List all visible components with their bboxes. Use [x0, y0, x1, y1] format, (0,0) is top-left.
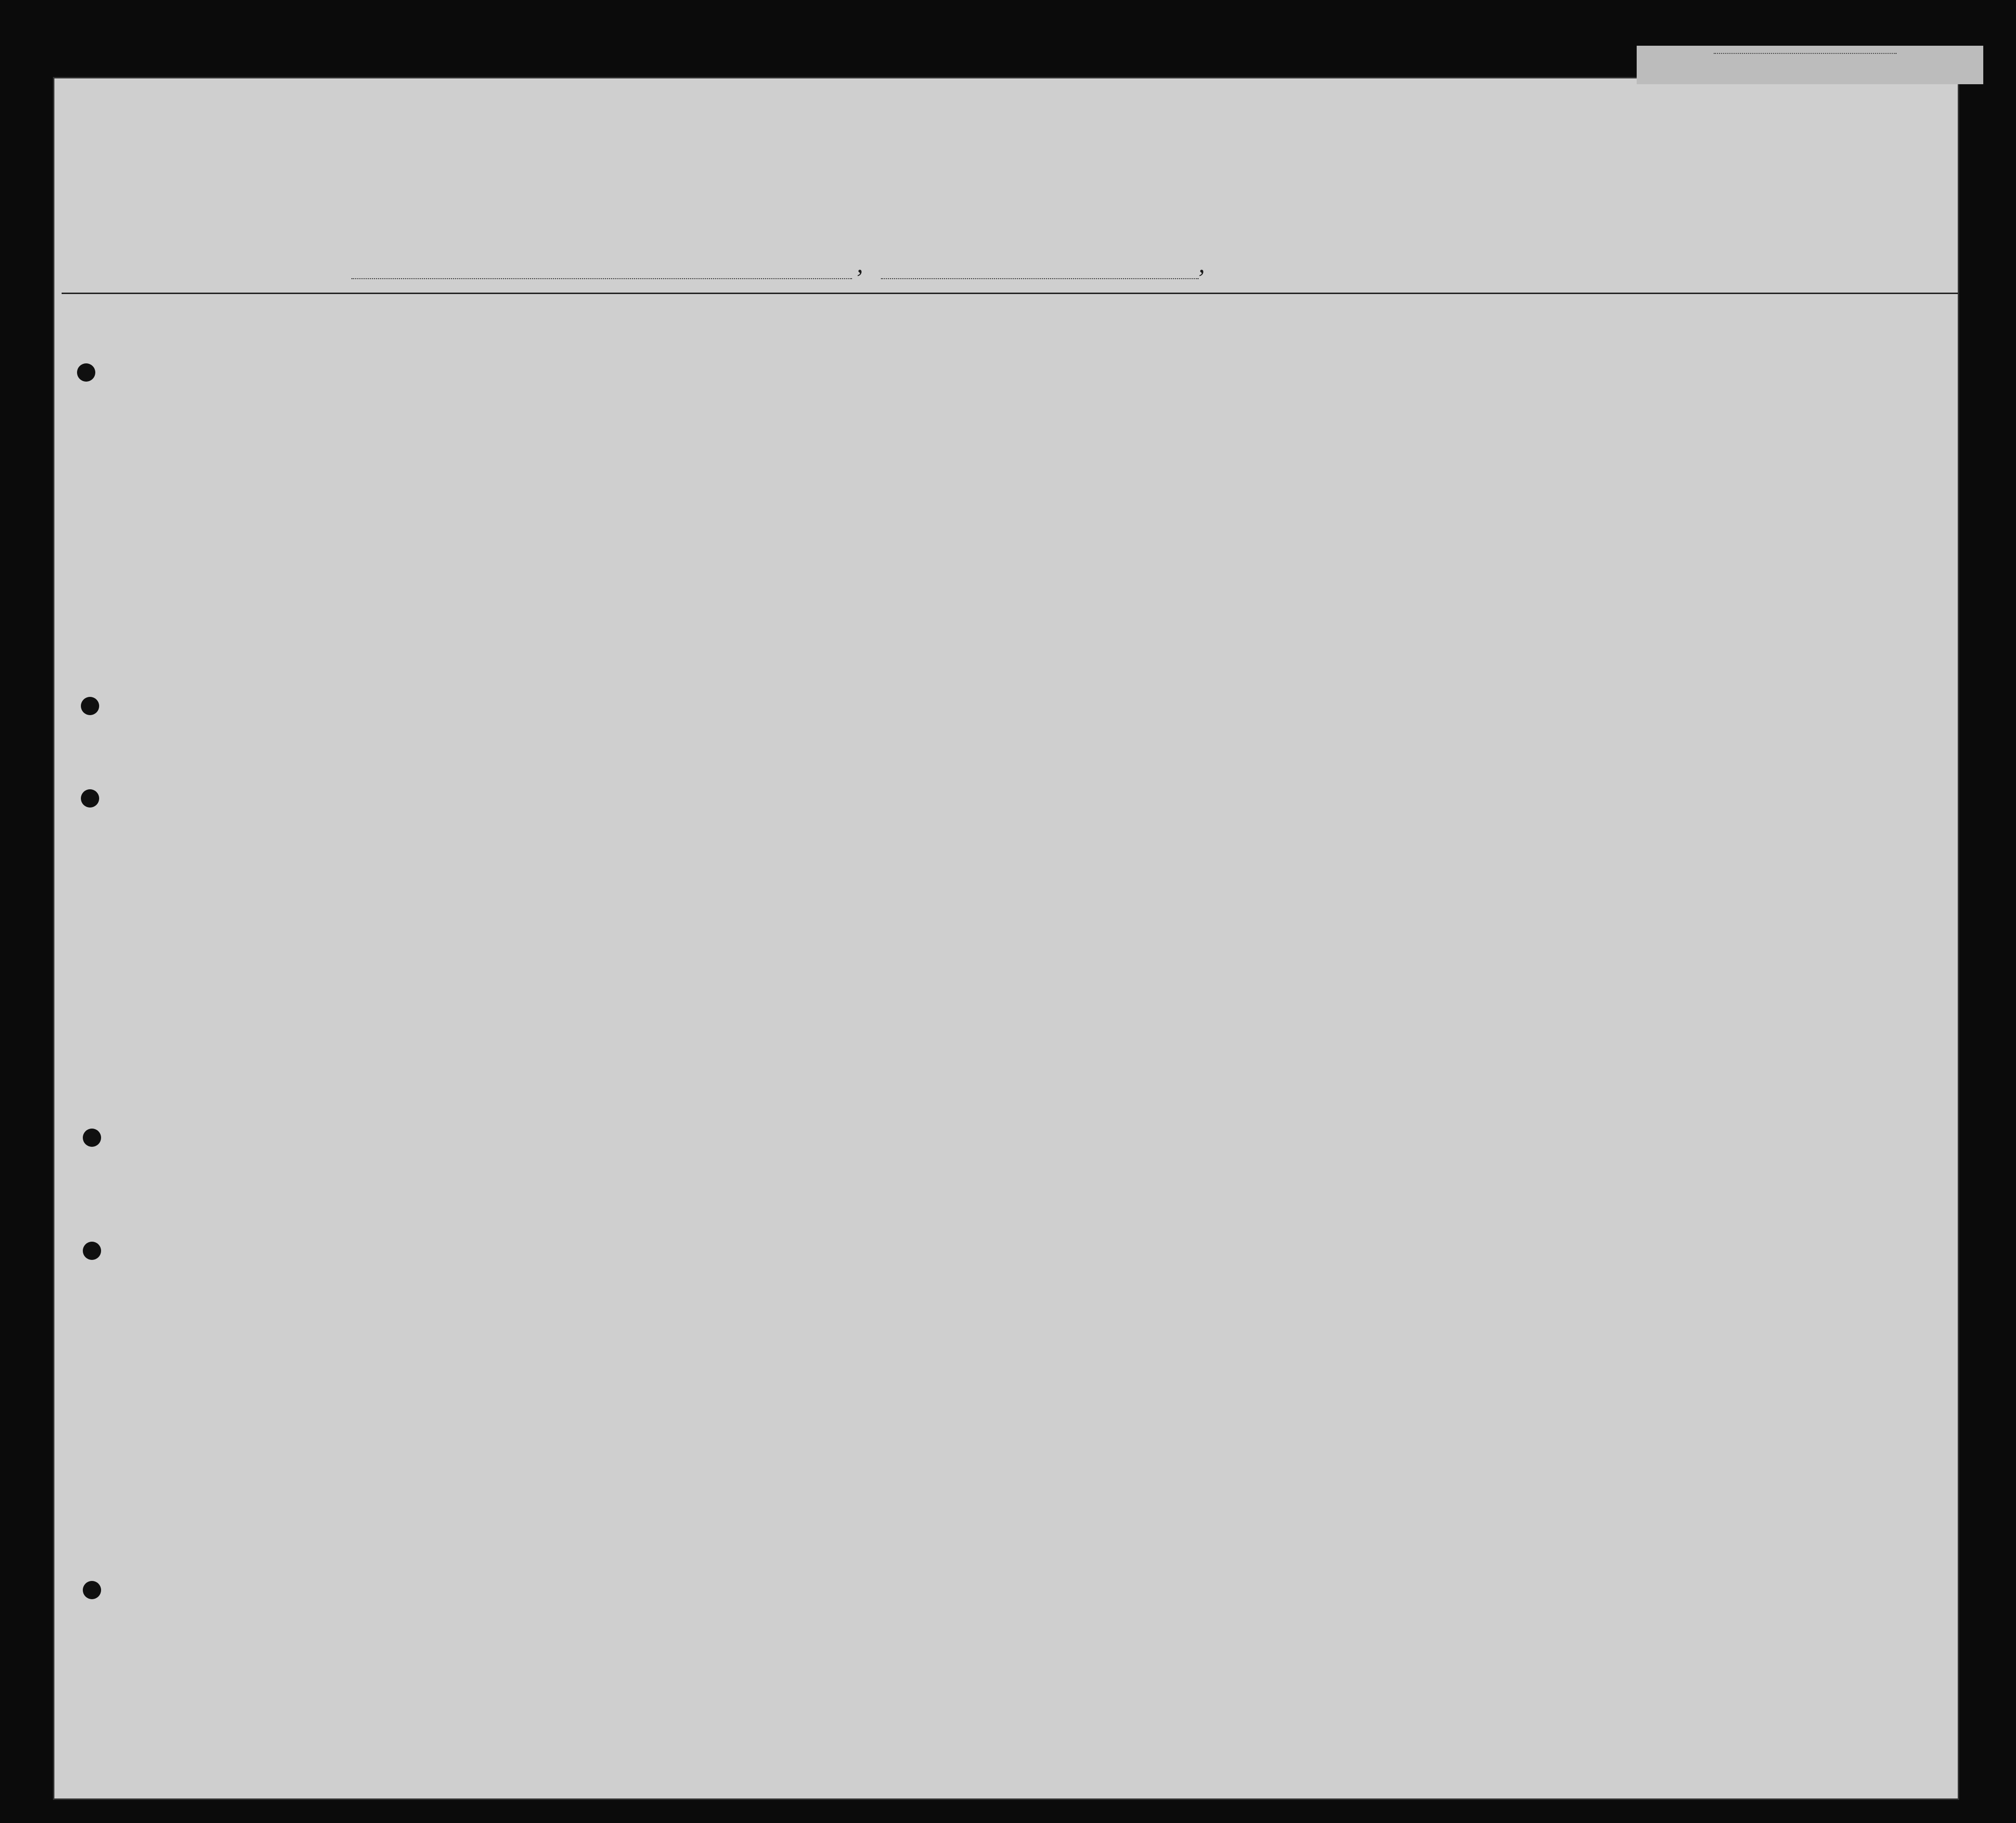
- header-24a: [1143, 349, 1182, 460]
- header-25: [1296, 337, 1325, 457]
- header-27: [1357, 337, 1372, 457]
- header-30: [1473, 337, 1502, 457]
- header-24b: [1194, 349, 1223, 460]
- header-26: [1333, 337, 1348, 457]
- header-28: [1382, 337, 1425, 457]
- header-21: [721, 339, 745, 460]
- header-29: [1427, 337, 1466, 457]
- comma: ,: [1199, 251, 1205, 278]
- comma: ,: [857, 251, 863, 278]
- header-24c: [1261, 349, 1290, 460]
- header-19: [593, 339, 622, 460]
